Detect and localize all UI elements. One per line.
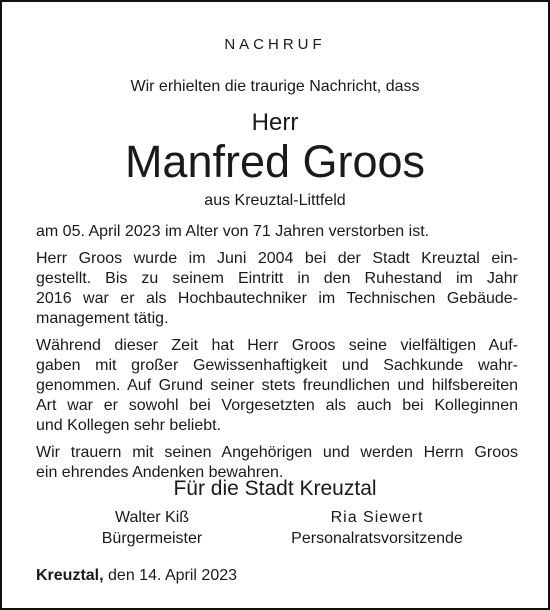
obituary-body [36,222,518,490]
paragraph-death-date [36,222,518,242]
footer-place: Kreuztal, [36,567,104,584]
signatory-role: Bürgermeister [101,530,203,547]
signoff-line: Für die Stadt Kreuztal [173,477,377,500]
text-line: 2016 war er als Hochbautechniker im Technischen Gebäude- [36,290,518,307]
text-line: Art war er sowohl bei Vorgesetzten als auch bei Kolleginnen [36,397,518,414]
signatory-name: Ria Siewert [330,509,424,526]
text-line: am 05. April 2023 im Alter von 71 Jahren verstorben ist. [36,223,430,240]
origin-text: aus Kreuztal-Littfeld [204,192,346,209]
text-line: gestellt. Bis zu seinem Eintritt in den Ruhestand im Jahr [36,270,518,287]
text-line: Herr Groos wurde im Juni 2004 bei der Stadt Kreuztal ein- [36,250,518,267]
signatory-mayor [72,507,232,549]
paragraph-character [36,336,518,436]
notice-heading: NACHRUF [224,36,326,53]
place-date-footer [36,567,237,585]
intro-text: Wir erhielten die traurige Nachricht, dass [130,78,420,95]
text-line: Wir trauern mit seinen Angehörigen und werden Herrn Groos [36,444,518,461]
signatory-council-chair [272,507,482,549]
salutation: Herr [251,109,299,136]
text-line: genommen. Auf Grund seiner stets freundlichen und hilfsbereiten [36,377,518,394]
text-line: Während dieser Zeit hat Herr Groos seine vielfältigen Auf- [36,337,518,354]
signatory-name: Walter Kiß [114,509,190,526]
text-line: ein ehrendes Andenken bewahren. [36,464,284,481]
text-line: gaben mit großer Gewissenhaftigkeit und Sachkunde wahr- [36,357,518,374]
text-line: management tätig. [36,310,169,327]
footer-date: den 14. April 2023 [108,567,238,584]
deceased-name: Manfred Groos [124,136,426,187]
text-line: und Kollegen sehr beliebt. [36,417,222,434]
paragraph-career [36,249,518,329]
signatory-role: Personalratsvorsitzende [291,530,463,547]
